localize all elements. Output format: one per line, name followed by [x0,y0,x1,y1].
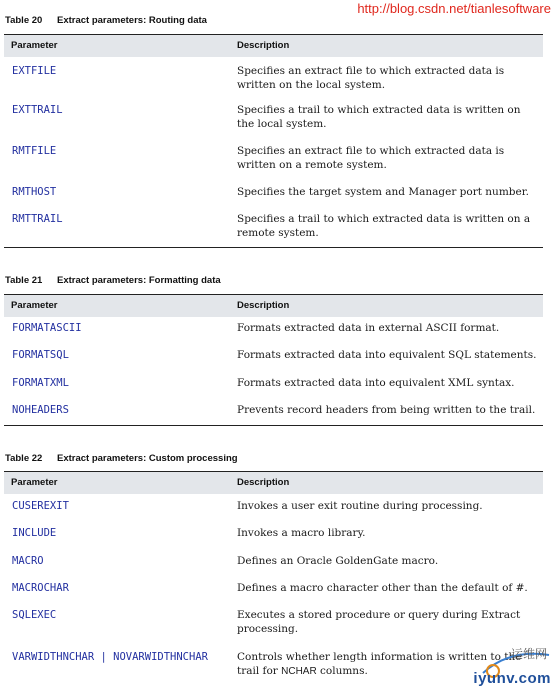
table-22-caption [5,453,238,464]
param-name: MACROCHAR [12,582,69,594]
logo-en-text: iyunv.com [473,670,551,687]
desc-end: columns. [320,665,368,677]
logo-cn-text: 运维网 [510,647,547,661]
param-name: FORMATSQL [12,349,69,361]
param-description: Formats extracted data into equivalent SQL statements. [237,349,537,361]
header-description: Description [237,40,290,51]
param-name: SQLEXEC [12,609,57,621]
param-description: Prevents record headers from being written to the trail. [237,404,536,416]
param-description: Defines a macro character other than the default of #. [237,582,528,594]
param-name: RMTHOST [12,186,57,198]
param-name: EXTFILE [12,65,57,77]
param-description: Specifies a trail to which extracted data is written on a remote system. [237,213,531,239]
header-parameter: Parameter [11,477,58,488]
param-name: VARWIDTHNCHAR | NOVARWIDTHNCHAR [12,651,208,663]
param-description: Invokes a macro library. [237,527,366,539]
table-20 [4,34,543,239]
site-logo [473,643,553,689]
param-description: Executes a stored procedure or query during Extract processing. [237,609,521,635]
table-title: Extract parameters: Custom processing [57,453,238,464]
param-name: MACRO [12,555,44,567]
table-number: Table 20 [5,15,43,26]
table-header [4,34,543,57]
param-description: Defines an Oracle GoldenGate macro. [237,555,439,567]
header-parameter: Parameter [11,40,58,51]
param-name: INCLUDE [12,527,57,539]
table-header [4,294,543,317]
table-21 [4,294,543,416]
table-number: Table 21 [5,275,43,286]
table-bottom-rule [4,425,543,426]
table-number: Table 22 [5,453,43,464]
desc-nchar: NCHAR [281,666,317,677]
table-header [4,471,543,494]
param-name: NOHEADERS [12,404,69,416]
param-description: Invokes a user exit routine during processing. [237,500,483,512]
header-parameter: Parameter [11,300,58,311]
param-name: CUSEREXIT [12,500,69,512]
header-description: Description [237,477,290,488]
table-21-caption [5,275,221,286]
param-description: Formats extracted data into equivalent XML syntax. [237,377,515,389]
param-description: Specifies a trail to which extracted data is written on the local system. [237,104,521,130]
param-description: Specifies an extract file to which extracted data is written on a remote system. [237,145,505,171]
table-bottom-rule [4,247,543,248]
param-description: Specifies an extract file to which extracted data is written on the local system. [237,65,505,91]
param-name: RMTFILE [12,145,57,157]
header-description: Description [237,300,290,311]
param-name: RMTTRAIL [12,213,63,225]
param-description: Specifies the target system and Manager port number. [237,186,529,198]
table-title: Extract parameters: Routing data [57,15,207,26]
param-description: Formats extracted data in external ASCII format. [237,322,500,334]
param-name: FORMATXML [12,377,69,389]
table-title: Extract parameters: Formatting data [57,275,221,286]
table-20-caption [5,15,207,26]
param-name: EXTTRAIL [12,104,63,116]
watermark-url: http://blog.csdn.net/tianlesoftware [357,1,551,16]
param-name: FORMATASCII [12,322,82,334]
desc-text: Controls whether length information is written to the trail for [237,651,522,677]
